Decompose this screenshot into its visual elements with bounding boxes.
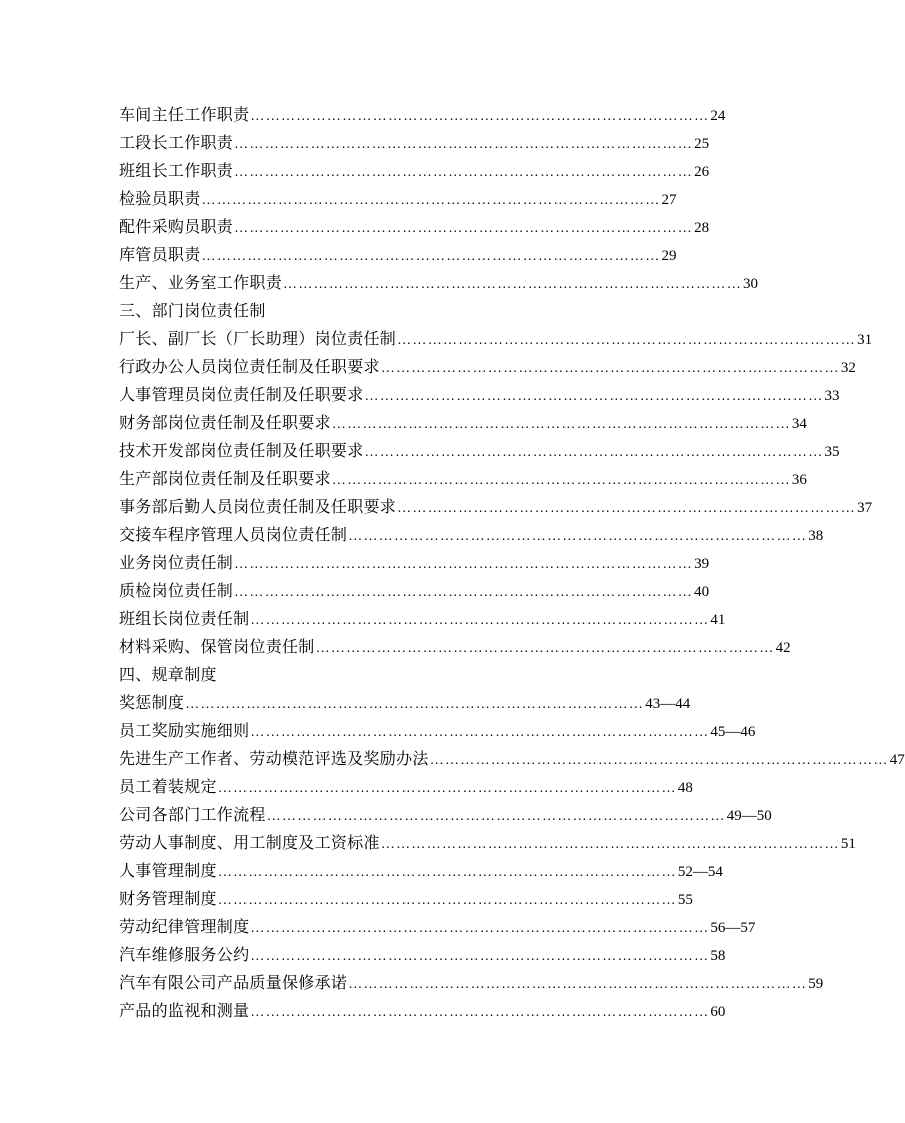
toc-entry-title: 材料采购、保管岗位责任制 bbox=[119, 637, 315, 656]
toc-entry-title: 生产部岗位责任制及任职要求 bbox=[119, 469, 331, 488]
dot-leader: ……………………………………………………………………………… bbox=[397, 501, 857, 516]
toc-entry[interactable] bbox=[119, 717, 756, 745]
toc-page-number: 29 bbox=[661, 248, 677, 264]
toc-entry-title: 员工奖励实施细则 bbox=[119, 721, 250, 740]
toc-page-number: 36 bbox=[791, 472, 807, 488]
toc-page-number: 35 bbox=[824, 444, 840, 460]
toc-entry-title: 劳动纪律管理制度 bbox=[119, 917, 250, 936]
toc-entry-title: 质检岗位责任制 bbox=[119, 581, 234, 600]
toc-page-number: 26 bbox=[694, 164, 710, 180]
toc-entry-title: 事务部后勤人员岗位责任制及任职要求 bbox=[119, 497, 397, 516]
toc-entry[interactable] bbox=[119, 129, 710, 157]
dot-leader: ……………………………………………………………………………… bbox=[380, 837, 840, 852]
toc-page-number: 45—46 bbox=[710, 724, 756, 740]
dot-leader: ……………………………………………………………………………… bbox=[250, 725, 710, 740]
toc-entry[interactable] bbox=[119, 689, 691, 717]
toc-entry-title: 财务管理制度 bbox=[119, 889, 217, 908]
toc-entry[interactable] bbox=[119, 521, 824, 549]
toc-entry[interactable] bbox=[119, 437, 840, 465]
dot-leader: ……………………………………………………………………………… bbox=[185, 697, 645, 712]
toc-entry[interactable] bbox=[119, 493, 873, 521]
dot-leader: ……………………………………………………………………………… bbox=[250, 109, 710, 124]
dot-leader: ……………………………………………………………………………… bbox=[331, 417, 791, 432]
toc-page-number: 38 bbox=[808, 528, 824, 544]
toc-page-number: 59 bbox=[808, 976, 824, 992]
dot-leader: ……………………………………………………………………………… bbox=[348, 977, 808, 992]
toc-entry-title: 产品的监视和测量 bbox=[119, 1001, 250, 1020]
dot-leader: ……………………………………………………………………………… bbox=[250, 613, 710, 628]
dot-leader: ……………………………………………………………………………… bbox=[283, 277, 743, 292]
dot-leader: ……………………………………………………………………………… bbox=[364, 389, 824, 404]
dot-leader: ……………………………………………………………………………… bbox=[348, 529, 808, 544]
toc-entry-title: 配件采购员职责 bbox=[119, 217, 234, 236]
toc-entry[interactable] bbox=[119, 325, 873, 353]
toc-page-number: 25 bbox=[694, 136, 710, 152]
toc-entry[interactable] bbox=[119, 969, 824, 997]
toc-entry-title: 车间主任工作职责 bbox=[119, 105, 250, 124]
toc-entry[interactable] bbox=[119, 857, 723, 885]
toc-entry[interactable] bbox=[119, 997, 726, 1025]
dot-leader: ……………………………………………………………………………… bbox=[250, 949, 710, 964]
dot-leader: ……………………………………………………………………………… bbox=[315, 641, 775, 656]
toc-entry[interactable] bbox=[119, 213, 710, 241]
toc-entry-title: 公司各部门工作流程 bbox=[119, 805, 266, 824]
toc-entry[interactable] bbox=[119, 913, 756, 941]
toc-entry-title: 工段长工作职责 bbox=[119, 133, 234, 152]
dot-leader: ……………………………………………………………………………… bbox=[234, 221, 694, 236]
toc-page-number: 58 bbox=[710, 948, 726, 964]
toc-entry-title: 汽车维修服务公约 bbox=[119, 945, 250, 964]
dot-leader: ……………………………………………………………………………… bbox=[234, 557, 694, 572]
toc-entry[interactable] bbox=[119, 241, 677, 269]
toc-page-number: 34 bbox=[791, 416, 807, 432]
toc-page-number: 56—57 bbox=[710, 920, 756, 936]
dot-leader: ……………………………………………………………………………… bbox=[250, 1005, 710, 1020]
toc-entry[interactable] bbox=[119, 157, 710, 185]
toc-entry[interactable] bbox=[119, 773, 693, 801]
dot-leader: ……………………………………………………………………………… bbox=[217, 781, 677, 796]
toc-entry-title: 检验员职责 bbox=[119, 189, 201, 208]
toc-entry-title: 班组长岗位责任制 bbox=[119, 609, 250, 628]
toc-entry-title: 人事管理制度 bbox=[119, 861, 217, 880]
toc-entry[interactable] bbox=[119, 745, 905, 773]
toc-page-number: 60 bbox=[710, 1004, 726, 1020]
toc-page-number: 52—54 bbox=[677, 864, 723, 880]
toc-entry-title: 劳动人事制度、用工制度及工资标准 bbox=[119, 833, 380, 852]
dot-leader: ……………………………………………………………………………… bbox=[429, 753, 889, 768]
toc-entry-title: 厂长、副厂长（厂长助理）岗位责任制 bbox=[119, 329, 397, 348]
toc-entry-title: 财务部岗位责任制及任职要求 bbox=[119, 413, 331, 432]
toc-entry[interactable] bbox=[119, 465, 807, 493]
toc-entry[interactable] bbox=[119, 353, 856, 381]
toc-page-number: 41 bbox=[710, 612, 726, 628]
toc-entry-title: 先进生产工作者、劳动模范评选及奖励办法 bbox=[119, 749, 429, 768]
toc-entry-title: 业务岗位责任制 bbox=[119, 553, 234, 572]
toc-entry[interactable] bbox=[119, 185, 677, 213]
toc-entry[interactable] bbox=[119, 829, 856, 857]
dot-leader: ……………………………………………………………………………… bbox=[201, 249, 661, 264]
toc-page-number: 42 bbox=[775, 640, 791, 656]
toc-page-number: 51 bbox=[840, 836, 856, 852]
dot-leader: ……………………………………………………………………………… bbox=[397, 333, 857, 348]
dot-leader: ……………………………………………………………………………… bbox=[234, 585, 694, 600]
toc-page-number: 49—50 bbox=[726, 808, 772, 824]
toc-page-number: 31 bbox=[857, 332, 873, 348]
toc-entry-title: 技术开发部岗位责任制及任职要求 bbox=[119, 441, 364, 460]
toc-entry-title: 生产、业务室工作职责 bbox=[119, 273, 283, 292]
toc-entry-title: 行政办公人员岗位责任制及任职要求 bbox=[119, 357, 380, 376]
dot-leader: ……………………………………………………………………………… bbox=[331, 473, 791, 488]
toc-page-number: 24 bbox=[710, 108, 726, 124]
dot-leader: ……………………………………………………………………………… bbox=[201, 193, 661, 208]
toc-entry-title: 班组长工作职责 bbox=[119, 161, 234, 180]
toc-page-number: 32 bbox=[840, 360, 856, 376]
dot-leader: ……………………………………………………………………………… bbox=[380, 361, 840, 376]
toc-entry[interactable] bbox=[119, 269, 759, 297]
toc-page-number: 33 bbox=[824, 388, 840, 404]
dot-leader: ……………………………………………………………………………… bbox=[217, 865, 677, 880]
toc-entry[interactable] bbox=[119, 409, 807, 437]
toc-entry[interactable] bbox=[119, 801, 772, 829]
toc-entry[interactable] bbox=[119, 577, 710, 605]
toc-page-number: 28 bbox=[694, 220, 710, 236]
toc-page-number: 47 bbox=[889, 752, 905, 768]
dot-leader: ……………………………………………………………………………… bbox=[250, 921, 710, 936]
section-title: 三、部门岗位责任制 bbox=[119, 301, 266, 320]
toc-page-number: 39 bbox=[694, 556, 710, 572]
dot-leader: ……………………………………………………………………………… bbox=[234, 165, 694, 180]
table-of-contents bbox=[119, 101, 905, 1025]
toc-entry[interactable] bbox=[119, 101, 726, 129]
toc-entry[interactable] bbox=[119, 941, 726, 969]
toc-entry-title: 奖惩制度 bbox=[119, 693, 185, 712]
toc-page-number: 43—44 bbox=[645, 696, 691, 712]
toc-entry[interactable] bbox=[119, 381, 840, 409]
section-title: 四、规章制度 bbox=[119, 665, 217, 684]
toc-page-number: 55 bbox=[677, 892, 693, 908]
toc-page-number: 40 bbox=[694, 584, 710, 600]
toc-entry[interactable] bbox=[119, 633, 791, 661]
toc-section-heading bbox=[119, 661, 667, 689]
toc-page-number: 48 bbox=[677, 780, 693, 796]
toc-page-number: 37 bbox=[857, 500, 873, 516]
toc-entry-title: 人事管理员岗位责任制及任职要求 bbox=[119, 385, 364, 404]
toc-entry[interactable] bbox=[119, 885, 693, 913]
toc-entry[interactable] bbox=[119, 605, 726, 633]
dot-leader: ……………………………………………………………………………… bbox=[234, 137, 694, 152]
toc-entry-title: 交接车程序管理人员岗位责任制 bbox=[119, 525, 348, 544]
dot-leader: ……………………………………………………………………………… bbox=[266, 809, 726, 824]
dot-leader: ……………………………………………………………………………… bbox=[217, 893, 677, 908]
toc-entry[interactable] bbox=[119, 549, 710, 577]
toc-page-number: 27 bbox=[661, 192, 677, 208]
toc-entry-title: 库管员职责 bbox=[119, 245, 201, 264]
toc-page-number: 30 bbox=[743, 276, 759, 292]
toc-entry-title: 汽车有限公司产品质量保修承诺 bbox=[119, 973, 348, 992]
toc-entry-title: 员工着装规定 bbox=[119, 777, 217, 796]
dot-leader: ……………………………………………………………………………… bbox=[364, 445, 824, 460]
toc-section-heading bbox=[119, 297, 667, 325]
